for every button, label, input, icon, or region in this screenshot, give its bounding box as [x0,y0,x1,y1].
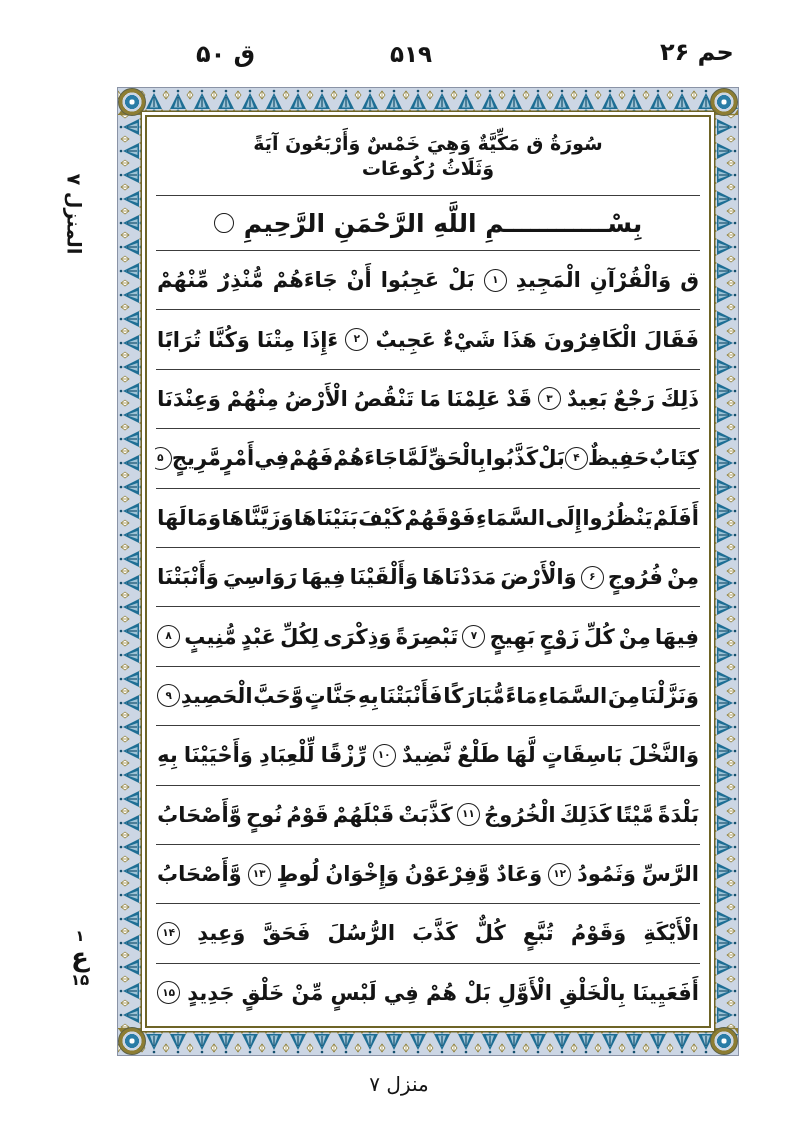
ayah-marker: ۳ [538,387,561,410]
quran-word: كَذَلِكَ [559,802,612,827]
basmala-line [155,196,701,250]
quran-line [155,607,701,665]
quran-word: فُرُوجٍ [607,565,663,590]
ayah-marker: ۱۲ [548,863,571,886]
quran-word: يَنْظُرُوا [582,505,653,530]
quran-word: وَأَحْيَيْنَا [183,743,253,768]
ayah-marker: ۱۳ [248,863,271,886]
quran-word: جَدِيدٍ [187,980,235,1005]
quran-word: أَفَلَمْ [653,505,699,530]
quran-word: الْكَافِرُونَ [543,327,637,352]
quran-word: لَهَا [157,505,187,530]
quran-word: بَهِيجٍ [489,624,536,649]
quran-word: وَالنَّخْلَ [628,743,699,768]
quran-word: زَوْجٍ [539,624,580,649]
surah-title-panel [155,119,701,195]
quran-word: فَهُمْ [289,446,334,471]
quran-word: لِّلْعِبَادِ [259,743,315,768]
quran-word: وَالْقُرْآنِ [589,268,672,293]
quran-word: جَاءَهُمْ [333,446,399,471]
basmala-end-circle [214,213,234,233]
quran-word: عَجِبُوا [380,268,440,293]
page-number: ۵۱۹ [389,42,433,68]
quran-word: وَّفِرْعَوْنُ [404,862,491,887]
quran-word: خَلْقٍ [241,980,285,1005]
quran-word: كُلٌّ [474,921,506,946]
quran-word: مِنَ [607,683,640,708]
ruku-marker [60,928,100,989]
quran-word: وَّأَصْحَابُ [157,802,242,827]
quran-word: مِنْهُمْ [226,386,279,411]
quran-word: لَمَّا [398,446,428,471]
quran-line [155,726,701,784]
quran-word: الرَّسِّ [641,862,699,887]
quran-line [155,310,701,368]
corner-rosette-bottom-left [118,1027,146,1055]
quran-word: فَقَالَ [644,327,699,352]
quran-word: عَلِمْنَا [446,386,501,411]
quran-word: رِّزْقًا [320,743,367,768]
quran-line [155,548,701,606]
quran-word: مِنْ [618,624,651,649]
quran-word: وَعِيدِ [197,921,246,946]
quran-word: هَذَا [502,327,537,352]
quran-word: كَذَّبُوا [485,446,539,471]
quran-word: وَثَمُودُ [577,862,636,887]
quran-word: وَذِكْرَى [323,624,392,649]
quran-word: قَوْمُ [286,802,329,827]
quran-word: وَمَا [187,505,222,530]
quran-word: أَفَعَيِينَا [632,980,699,1005]
quran-word: أَنْ [346,268,372,293]
ayah-marker: ۵ [155,447,172,470]
quran-word: بَلْ [538,446,565,471]
quran-word: مُّنِيبٍ [184,624,237,649]
border-pattern-right [711,115,738,1028]
quran-word: بَلْدَةً [658,802,699,827]
quran-word: وَعِنْدَنَا [157,386,221,411]
manzil-vertical-text: المنزل ۷ [62,173,85,255]
quran-word: الْأَيْكَةِ [643,921,699,946]
quran-word: وَالْأَرْضَ [500,565,577,590]
quran-word: وَأَلْقَيْنَا [349,565,418,590]
quran-word: وَنَزَّلْنَا [640,683,699,708]
quran-line [155,429,701,487]
quran-word: نَّضِيدٌ [401,743,452,768]
quran-word: طَلْعٌ [457,743,500,768]
quran-word: رَجْعٌ [613,386,655,411]
ayah-marker: ۸ [157,625,180,648]
quran-word: أَمْرٍ [220,446,255,471]
quran-word: تُرَابًا [157,327,201,352]
quran-line [155,964,701,1022]
quran-word: ق [680,268,699,293]
quran-word: بَنَيْنَاهَا [293,505,358,530]
quran-word: مَّرِيجٍ [171,446,221,471]
border-pattern-top [118,88,738,115]
quran-word: كُلِّ [583,624,615,649]
quran-word: فَأَنْبَتْنَا [379,683,443,708]
ayah-marker: ۱۴ [157,922,180,945]
decorative-frame [118,88,738,1055]
quran-text-block [155,251,701,1022]
quran-word: جَاءَهُمْ [272,268,338,293]
quran-word: تُبَّعٍ [522,921,554,946]
ayah-marker: ۱ [484,269,507,292]
quran-line [155,370,701,428]
quran-word: لِكُلِّ [280,624,319,649]
quran-word: مَّيْتًا [615,802,654,827]
quran-word: مِتْنَا [257,327,296,352]
footer-manzil-label: منزل ۷ [369,1072,429,1096]
quran-line [155,489,701,547]
quran-word: ءَإِذَا [302,327,339,352]
quran-word: قَبْلَهُمْ [332,802,395,827]
quran-word: إِلَى [545,505,582,530]
quran-word: مِنْ [667,565,699,590]
quran-word: مُّنْذِرٌ [218,268,264,293]
quran-word: الرُّسُلَ [327,921,396,946]
quran-word: هُمْ [425,980,457,1005]
quran-word: فِيهَا [301,565,346,590]
quran-word: مَا [419,386,441,411]
surah-corner-label: ق ۵۰ [196,40,256,68]
left-margin-label [52,146,94,282]
quran-word: كِتَابٌ [649,446,699,471]
quran-word: الْأَرْضُ [284,386,348,411]
quran-word: مَدَدْنَاهَا [422,565,497,590]
quran-line [155,904,701,962]
quran-word: فِي [254,446,290,471]
quran-word: مِّنْ [291,980,324,1005]
quran-word: مَاءً [505,683,538,708]
quran-word: السَّمَاءِ [475,505,546,530]
page-content [145,115,711,1028]
quran-word: جَنَّاتٍ [304,683,358,708]
quran-word: وَّأَصْحَابُ [157,862,242,887]
ruku-marker-part: ع [71,942,89,973]
quran-word: الْأَوَّلِ [497,980,553,1005]
corner-rosette-bottom-right [710,1027,738,1055]
quran-word: لَّهَا [505,743,536,768]
corner-rosette-top-right [710,88,738,116]
quran-word: بِهِ [357,683,379,708]
quran-word: عَجِيبٌ [375,327,436,352]
quran-word: قَدْ [506,386,533,411]
quran-word: فَحَقَّ [262,921,311,946]
quran-word: حَفِيظٌ [587,446,650,471]
ayah-marker: ۶ [581,566,604,589]
quran-word: عَبْدٍ [240,624,276,649]
quran-word: كَذَّبَتْ [398,802,453,827]
quran-word: وَقَوْمُ [570,921,627,946]
quran-word: ذَلِكَ [660,386,699,411]
quran-word: الْخُرُوجُ [484,802,556,827]
quran-word: بَلْ [464,980,491,1005]
quran-word: وَأَنْبَتْنَا [157,565,219,590]
quran-word: بِالْحَقِّ [427,446,486,471]
quran-word: وَإِخْوَانُ [325,862,399,887]
quran-word: الْحَصِيدِ [180,683,253,708]
quran-word: وَزَيَّنَّاهَا [221,505,294,530]
ruku-marker-part: ۱۵ [70,970,90,989]
quran-word: السَّمَاءِ [538,683,608,708]
ayah-marker: ۷ [462,625,485,648]
quran-word: بَعِيدٌ [566,386,608,411]
ayah-marker: ۴ [565,447,588,470]
corner-rosette-top-left [118,88,146,116]
surah-title-text: سُورَةُ ق مَكِّيَّةٌ وَهِيَ خَمْسٌ وَأَرْبَعُونَ آيَةً وَثَلَاثُ رُكُوعَات [253,133,603,180]
quran-word: كَذَّبَ [412,921,458,946]
quran-word: بَاسِقَاتٍ [541,743,623,768]
ruku-marker-part: ۱ [75,927,85,945]
quran-word: نُوحٍ [245,802,283,827]
ayah-marker: ۲ [345,328,368,351]
juz-corner-label: حم ۲۶ [660,38,734,66]
quran-line [155,845,701,903]
quran-word: تَبْصِرَةً [395,624,459,649]
ayah-marker: ۱۵ [157,981,180,1004]
quran-word: بَلْ [448,268,475,293]
quran-word: الْمَجِيدِ [515,268,581,293]
ayah-marker: ۱۰ [373,744,396,767]
quran-word: فِيهَا [654,624,699,649]
quran-word: تَنْقُصُ [353,386,415,411]
quran-word: رَوَاسِيَ [223,565,298,590]
quran-word: لُوطٍ [276,862,320,887]
border-pattern-left [118,115,145,1028]
quran-word: لَبْسٍ [330,980,377,1005]
quran-line [155,786,701,844]
quran-word: وَعَادٌ [496,862,543,887]
ayah-marker: ۱۱ [457,803,480,826]
quran-word: بِالْخَلْقِ [559,980,626,1005]
basmala-text: بِسْــــــــــــمِ اللَّهِ الرَّحْمَنِ الرَّحِيمِ [243,208,643,238]
quran-word: فِي [383,980,419,1005]
quran-word: فَوْقَهُمْ [404,505,476,530]
quran-word: مُّبَارَكًا [443,683,505,708]
quran-line [155,251,701,309]
quran-word: وَّحَبَّ [253,683,304,708]
quran-word: كَيْفَ [358,505,405,530]
quran-word: وَكُنَّا [208,327,250,352]
quran-word: بِهِ [157,743,178,768]
quran-word: مِّنْهُمْ [157,268,209,293]
quran-line [155,667,701,725]
quran-word: شَيْءٌ [442,327,496,352]
border-pattern-bottom [118,1028,738,1055]
ayah-marker: ۹ [157,684,180,707]
